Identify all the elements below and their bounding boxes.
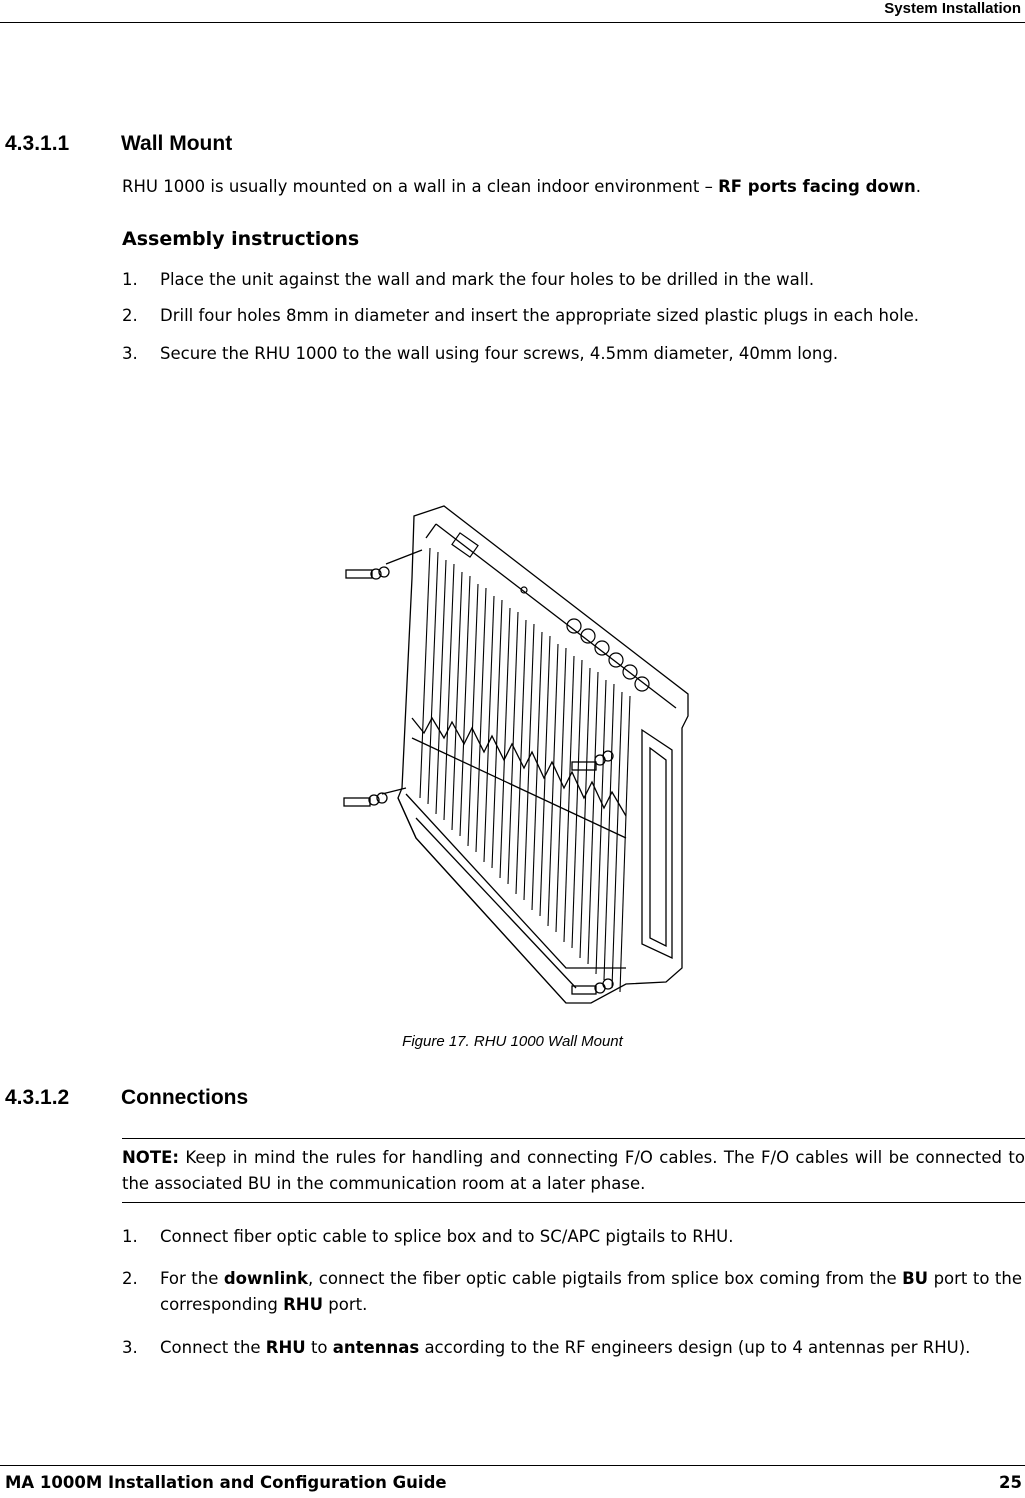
- list-text: For the downlink, connect the fiber optic cable pigtails from splice box coming from the BU port to the corresponding RHU port.: [160, 1269, 1022, 1314]
- list-number: 3.: [122, 344, 138, 363]
- intro-paragraph: [122, 174, 1022, 200]
- list-item: [122, 1224, 1022, 1250]
- section-number: 4.3.1.1: [5, 132, 70, 155]
- page-header: [0, 0, 1025, 23]
- list-text: Secure the RHU 1000 to the wall using four screws, 4.5mm diameter, 40mm long.: [160, 344, 839, 363]
- page-footer: [0, 1465, 1025, 1498]
- page-number: 25: [999, 1473, 1022, 1492]
- list-item: [122, 303, 1022, 329]
- list-number: 2.: [122, 306, 138, 325]
- note-box: [122, 1138, 1025, 1203]
- section-title: Wall Mount: [121, 132, 233, 155]
- note-label: NOTE:: [122, 1148, 179, 1167]
- list-text: Drill four holes 8mm in diameter and insert the appropriate sized plastic plugs in each hole.: [160, 306, 920, 325]
- section-title: Connections: [121, 1086, 249, 1109]
- rhu-wall-mount-illustration: [326, 498, 700, 1022]
- heading-wall-mount: [5, 132, 232, 156]
- list-text: Connect the RHU to antennas according to the RF engineers design (up to 4 antennas per RHU).: [160, 1338, 971, 1357]
- list-text: Place the unit against the wall and mark the four holes to be drilled in the wall.: [160, 270, 815, 289]
- intro-end: .: [915, 177, 921, 196]
- list-item: [122, 267, 1022, 293]
- intro-text: RHU 1000 is usually mounted on a wall in a clean indoor environment –: [122, 177, 719, 196]
- footer-title: MA 1000M Installation and Configuration Guide: [5, 1473, 447, 1492]
- list-item: [122, 341, 1022, 367]
- section-number: 4.3.1.2: [5, 1086, 70, 1109]
- figure-caption: Figure 17. RHU 1000 Wall Mount: [402, 1033, 623, 1050]
- intro-bold: RF ports facing down: [718, 177, 916, 196]
- list-number: 1.: [122, 270, 138, 289]
- list-number: 1.: [122, 1227, 138, 1246]
- list-number: 3.: [122, 1338, 138, 1357]
- list-number: 2.: [122, 1269, 138, 1288]
- list-text: Connect fiber optic cable to splice box and to SC/APC pigtails to RHU.: [160, 1227, 734, 1246]
- heading-connections: [5, 1086, 248, 1110]
- list-item: [122, 1335, 1022, 1361]
- list-item: [122, 1266, 1022, 1318]
- assembly-heading: Assembly instructions: [122, 228, 360, 250]
- header-title: System Installation: [884, 0, 1021, 17]
- note-text: Keep in mind the rules for handling and connecting F/O cables. The F/O cables will be connected to the associated BU in the communication room at a later phase.: [122, 1148, 1025, 1193]
